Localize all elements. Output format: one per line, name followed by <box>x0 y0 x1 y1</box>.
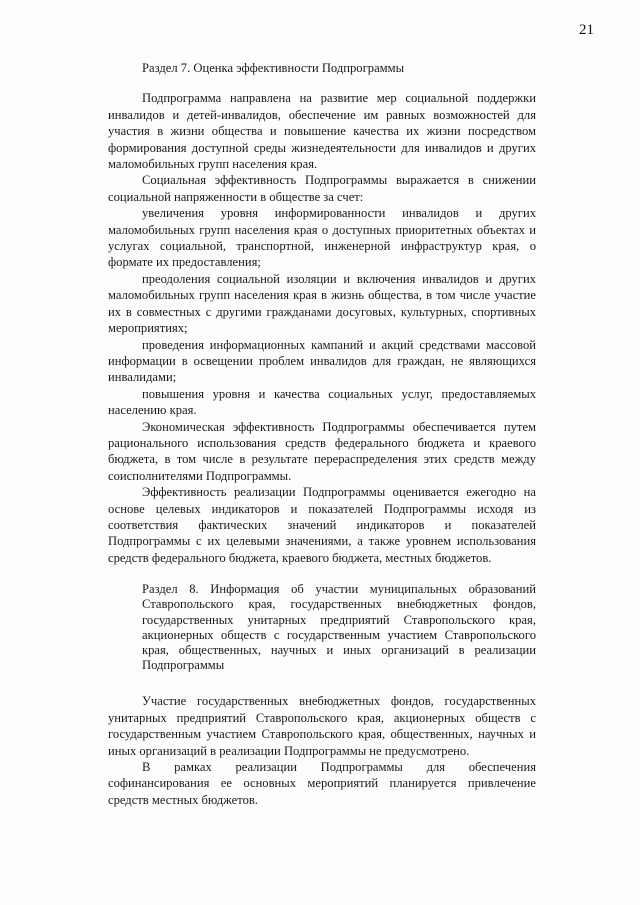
section-8-paragraph-1: Участие государственных внебюджетных фондов, государственных унитарных предприятий Ставропольского края, акционерных обществ с государственным участием Ставропольского края, общественных, научных и иных организаций в реализации Подпрограммы не предусмотрено. <box>108 694 536 758</box>
paragraph-2: Социальная эффективность Подпрограммы выражается в снижении социальной напряженности в обществе за счет: <box>108 173 536 204</box>
section-8-paragraph-2: В рамках реализации Подпрограммы для обеспечения софинансирования ее основных мероприятий планируется привлечение средств местных бюджетов. <box>108 760 536 807</box>
paragraph-5: проведения информационных кампаний и акций средствами массовой информации в освещении проблем инвалидов для граждан, не являющихся инвалидами; <box>108 337 536 385</box>
paragraph-spacer <box>108 673 536 693</box>
page-number: 21 <box>579 22 594 38</box>
document-body <box>108 60 536 808</box>
paragraph-4: преодоления социальной изоляции и включения инвалидов и других маломобильных групп населения края в жизнь общества, в том числе участие их в совместных с другими гражданами досуговых, культурных, спортивных мероприятиях; <box>108 271 536 336</box>
paragraph-6: повышения уровня и качества социальных услуг, предоставляемых населению края. <box>108 386 536 418</box>
paragraph-8: Эффективность реализации Подпрограммы оценивается ежегодно на основе целевых индикаторов и показателей Подпрограммы исходя из соответствия фактических значений индикаторов и показателей Подпрограммы с их целевыми значениями, а также уровнем использования средств федерального бюджета, краевого бюджета, местных бюджетов. <box>108 485 536 565</box>
paragraph-1: Подпрограмма направлена на развитие мер социальной поддержки инвалидов и детей-инвалидов, обеспечение им равных возможностей для участия в жизни общества и повышение качества их жизни посредством формирования доступной среды жизнедеятельности для инвалидов и других маломобильных групп населения края. <box>108 91 536 172</box>
section-8-heading-block <box>142 582 536 673</box>
paragraph-3: увеличения уровня информированности инвалидов и других маломобильных групп населения края о доступных приоритетных объектах и услугах социальной, транспортной, инженерной инфраструктур края, о формате их предоставления; <box>108 206 536 270</box>
section-spacer <box>108 566 536 582</box>
paragraph-7: Экономическая эффективность Подпрограммы обеспечивается путем рационального использования средств федерального бюджета и краевого бюджета, в том числе в результате перераспределения этих средств между соисполнителями Подпрограммы. <box>108 419 536 483</box>
section-8-heading: Раздел 8. Информация об участии муниципальных образований Ставропольского края, государственных внебюджетных фондов, государственных унитарных предприятий Ставропольского края, акционерных обществ с государственным участием Ставропольского края, общественных, научных и иных организаций в реализации Подпрограммы <box>142 582 536 673</box>
section-7-heading: Раздел 7. Оценка эффективности Подпрограммы <box>142 61 405 75</box>
